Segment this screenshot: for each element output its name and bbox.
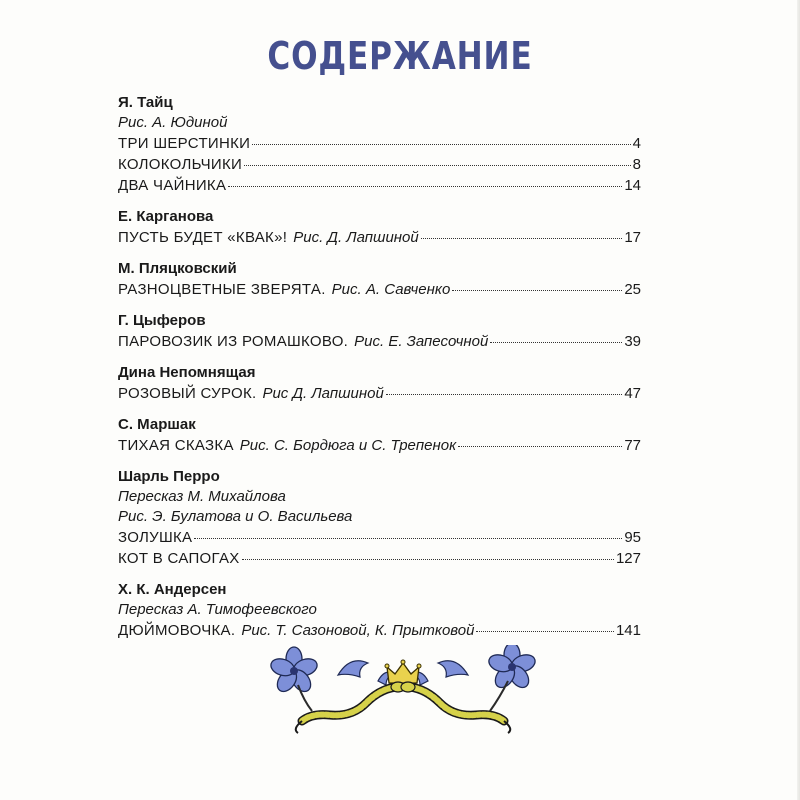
toc-entry[interactable] [118,527,641,548]
toc-section [118,415,641,456]
author-name: Г. Цыферов [118,312,206,329]
toc-section [118,259,641,300]
toc-entry[interactable] [118,133,641,154]
entry-title: ПУСТЬ БУДЕТ «КВАК»! [118,229,288,246]
entry-illustrator: Рис. С. Бордюга и С. Трепенок [239,437,457,454]
credit-note: Пересказ А. Тимофеевского [118,601,317,618]
decorative-ornament [268,645,538,735]
entry-illustrator: Рис. Д. Лапшиной [293,229,419,246]
page-number: 25 [624,281,641,298]
entry-title: ЗОЛУШКА [118,529,193,546]
entry-illustrator: Рис. А. Савченко [331,281,451,298]
page-number: 4 [632,135,641,152]
toc-section [118,467,641,569]
dot-leader [476,631,614,632]
toc-section [118,311,641,352]
entry-illustrator: Рис. Е. Запесочной [354,333,489,350]
toc-section [118,93,641,196]
author-name: Шарль Перро [118,468,220,485]
blue-flower-icon [487,645,538,711]
dot-leader [452,290,622,291]
credit-note: Рис. А. Юдиной [118,114,228,131]
table-of-contents [118,93,641,652]
entry-title: ТИХАЯ СКАЗКА [118,437,234,454]
page-title: СОДЕРЖАНИЕ [267,34,533,78]
entry-title: ТРИ ШЕРСТИНКИ [118,135,251,152]
dot-leader [386,394,623,395]
entry-title: РАЗНОЦВЕТНЫЕ ЗВЕРЯТА. [118,281,326,298]
toc-section [118,363,641,404]
author-name: С. Маршак [118,416,196,433]
entry-title: ДЮЙМОВОЧКА. [118,622,236,639]
entry-illustrator: Рис Д. Лапшиной [262,385,384,402]
toc-entry[interactable] [118,383,641,404]
author-name: М. Пляцковский [118,260,237,277]
crown-icon [385,660,421,683]
page-number: 14 [624,177,641,194]
page-number: 8 [632,156,641,173]
page-number: 39 [624,333,641,350]
toc-entry[interactable] [118,154,641,175]
page-number: 127 [615,550,641,567]
page-number: 141 [615,622,641,639]
dot-leader [242,559,614,560]
lizard-icon [401,682,510,733]
page-number: 47 [624,385,641,402]
author-name: Х. К. Андерсен [118,581,227,598]
page-number: 95 [624,529,641,546]
blue-flower-icon [269,647,320,711]
dot-leader [458,446,622,447]
dot-leader [228,186,622,187]
page-number: 17 [624,229,641,246]
toc-section [118,207,641,248]
toc-entry[interactable] [118,279,641,300]
toc-entry[interactable] [118,548,641,569]
entry-title: КОТ В САПОГАХ [118,550,240,567]
entry-title: РОЗОВЫЙ СУРОК. [118,385,257,402]
toc-entry[interactable] [118,175,641,196]
entry-title: ПАРОВОЗИК ИЗ РОМАШКОВО. [118,333,349,350]
dot-leader [244,165,631,166]
toc-entry[interactable] [118,331,641,352]
dot-leader [421,238,623,239]
entry-title: ДВА ЧАЙНИКА [118,177,227,194]
author-name: Дина Непомнящая [118,364,256,381]
author-name: Е. Карганова [118,208,214,225]
entry-title: КОЛОКОЛЬЧИКИ [118,156,243,173]
dot-leader [490,342,622,343]
toc-entry[interactable] [118,620,641,641]
credit-note: Рис. Э. Булатова и О. Васильева [118,508,353,525]
lizard-icon [296,682,405,733]
toc-section [118,580,641,641]
page-number: 77 [624,437,641,454]
dot-leader [194,538,622,539]
credit-note: Пересказ М. Михайлова [118,488,286,505]
toc-entry[interactable] [118,435,641,456]
toc-entry[interactable] [118,227,641,248]
dot-leader [252,144,630,145]
entry-illustrator: Рис. Т. Сазоновой, К. Прытковой [241,622,475,639]
author-name: Я. Тайц [118,94,173,111]
